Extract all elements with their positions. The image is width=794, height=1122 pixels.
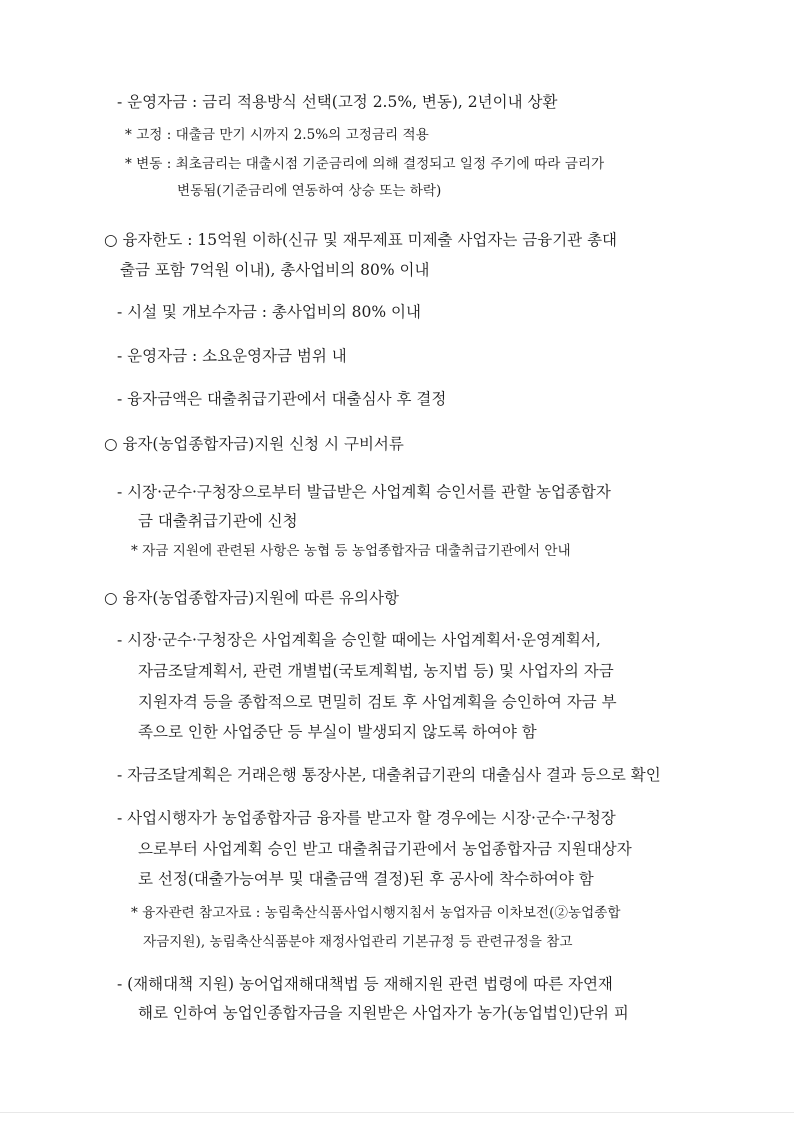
operating-funds-heading: - 운영자금 : 금리 적용방식 선택(고정 2.5%, 변동), 2년이내 상환 xyxy=(117,93,558,111)
page-bottom-divider xyxy=(0,1112,794,1113)
loan-amount-item: - 융자금액은 대출취급기관에서 대출심사 후 결정 xyxy=(117,390,447,408)
fixed-rate-note: * 고정 : 대출금 만기 시까지 2.5%의 고정금리 적용 xyxy=(125,127,429,143)
reference-note-line1: * 융자관련 참고자료 : 농림축산식품사업시행지침서 농업자금 이차보전(②농업종합 xyxy=(131,905,621,921)
caution-item3-line3: 로 선정(대출가능여부 및 대출금액 결정)된 후 공사에 착수하여야 함 xyxy=(138,870,594,888)
caution-item4-line2: 해로 인하여 농업인종합자금을 지원받은 사업자가 농가(농업법인)단위 피 xyxy=(138,1004,629,1022)
reference-note-line2: 자금지원), 농림축산식품분야 재정사업관리 기본규정 등 관련규정을 참고 xyxy=(143,934,573,950)
variable-rate-note-line2: 변동됨(기준금리에 연동하여 상승 또는 하락) xyxy=(177,183,442,199)
variable-rate-note-line1: * 변동 : 최초금리는 대출시점 기준금리에 의해 결정되고 일정 주기에 따라 금리가 xyxy=(125,156,605,172)
cautions-heading: ○ 융자(농업종합자금)지원에 따른 유의사항 xyxy=(104,589,399,607)
loan-limit-heading-line2: 출금 포함 7억원 이내), 총사업비의 80% 이내 xyxy=(120,261,430,279)
facility-funds-item: - 시설 및 개보수자금 : 총사업비의 80% 이내 xyxy=(117,303,421,321)
documents-heading: ○ 융자(농업종합자금)지원 신청 시 구비서류 xyxy=(104,435,404,453)
loan-limit-heading-line1: ○ 융자한도 : 15억원 이하(신규 및 재무제표 미제출 사업자는 금융기관 총대 xyxy=(104,231,618,249)
caution-item1-line4: 족으로 인한 사업중단 등 부실이 발생되지 않도록 하여야 함 xyxy=(138,723,537,741)
caution-item3-line2: 으로부터 사업계획 승인 받고 대출취급기관에서 농업종합자금 지원대상자 xyxy=(138,840,632,858)
operating-funds-item: - 운영자금 : 소요운영자금 범위 내 xyxy=(117,347,347,365)
documents-note: * 자금 지원에 관련된 사항은 농협 등 농업종합자금 대출취급기관에서 안내 xyxy=(131,543,571,559)
caution-item1-line3: 지원자격 등을 종합적으로 면밀히 검토 후 사업계획을 승인하여 자금 부 xyxy=(138,693,617,711)
caution-item4-line1: - (재해대책 지원) 농어업재해대책법 등 재해지원 관련 법령에 따른 자연재 xyxy=(117,975,613,993)
caution-item1-line1: - 시장·군수·구청장은 사업계획을 승인할 때에는 사업계획서·운영계획서, xyxy=(117,631,601,649)
caution-item2: - 자금조달계획은 거래은행 통장사본, 대출취급기관의 대출심사 결과 등으로 확인 xyxy=(117,766,661,784)
documents-item-line2: 금 대출취급기관에 신청 xyxy=(138,512,298,530)
documents-item-line1: - 시장·군수·구청장으로부터 발급받은 사업계획 승인서를 관할 농업종합자 xyxy=(117,483,611,501)
caution-item3-line1: - 사업시행자가 농업종합자금 융자를 받고자 할 경우에는 시장·군수·구청장 xyxy=(117,809,616,827)
caution-item1-line2: 자금조달계획서, 관련 개별법(국토계획법, 농지법 등) 및 사업자의 자금 xyxy=(138,662,614,680)
